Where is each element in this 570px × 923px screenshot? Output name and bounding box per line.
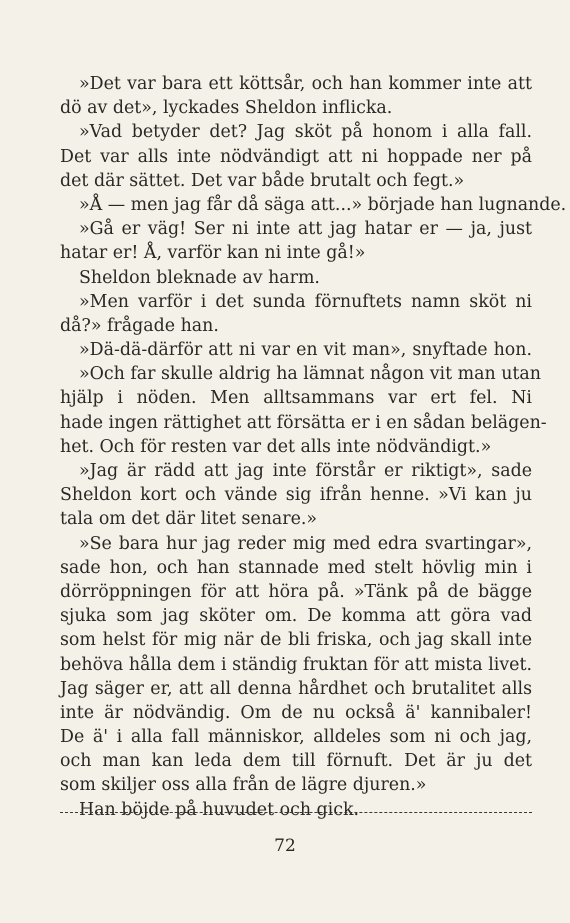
text-line: som skiljer oss alla från de lägre djuren.» <box>60 775 427 796</box>
text-line: »Se bara hur jag reder mig med edra svartingar», <box>79 533 532 554</box>
text-line: som helst för mig när de bli friska, och jag skall inte <box>60 630 532 651</box>
text-line: »Gå er väg! Ser ni inte att jag hatar er — ja, just <box>79 219 532 240</box>
text-line: »Och far skulle aldrig ha lämnat någon vit man utan <box>79 364 541 385</box>
text-line: Jag säger er, att all denna hårdhet och brutalitet alls <box>60 678 532 699</box>
text-line: sjuka som jag sköter om. De komma att göra vad <box>60 606 532 627</box>
text-line: behöva hålla dem i ständig fruktan för att mista livet. <box>60 654 532 675</box>
text-line: »Vad betyder det? Jag sköt på honom i alla fall. <box>79 122 532 143</box>
text-line: det där sättet. Det var både brutalt och fegt.» <box>60 170 465 191</box>
text-line: »Jag är rädd att jag inte förstår er riktigt», sade <box>79 461 532 481</box>
text-line: »Men varför i det sunda förnuftets namn sköt ni <box>79 291 532 312</box>
text-line: dörröppningen för att höra på. »Tänk på de bägge <box>60 581 532 602</box>
text-line: »Å — men jag får då säga att...» började han lugnande. <box>79 194 567 215</box>
text-line: Det var alls inte nödvändigt att ni hoppade ner på <box>60 146 532 167</box>
text-line: hade ingen rättighet att försätta er i en sådan belägen- <box>60 412 547 433</box>
text-line: Han böjde på huvudet och gick. <box>79 799 360 820</box>
page-number: 72 <box>274 836 296 856</box>
text-line: inte är nödvändig. Om de nu också ä' kannibaler! <box>60 702 532 723</box>
text-line: »Dä-dä-därför att ni var en vit man», snyftade hon. <box>79 340 532 361</box>
text-line: hatar er! Å, varför kan ni inte gå!» <box>60 243 366 264</box>
text-line: dö av det», lyckades Sheldon inflicka. <box>60 98 393 119</box>
text-line: »Det var bara ett köttsår, och han kommer inte att <box>79 74 532 94</box>
text-line: Sheldon kort och vände sig ifrån henne. »Vi kan ju <box>60 485 532 506</box>
section-divider <box>60 812 532 813</box>
text-line: sade hon, och han stannade med stelt hövlig min i <box>60 557 532 578</box>
text-line: Sheldon bleknade av harm. <box>79 267 320 288</box>
text-line: hjälp i nöden. Men alltsammans var ert fel. Ni <box>60 388 532 409</box>
text-line: då?» frågade han. <box>60 315 219 336</box>
text-line: och man kan leda dem till förnuft. Det är ju det <box>60 751 532 772</box>
text-line: het. Och för resten var det alls inte nödvändigt.» <box>60 436 492 457</box>
body-text <box>60 72 567 822</box>
text-line: De ä' i alla fall människor, alldeles som ni och jag, <box>60 727 532 748</box>
text-line: tala om det där litet senare.» <box>60 509 318 530</box>
